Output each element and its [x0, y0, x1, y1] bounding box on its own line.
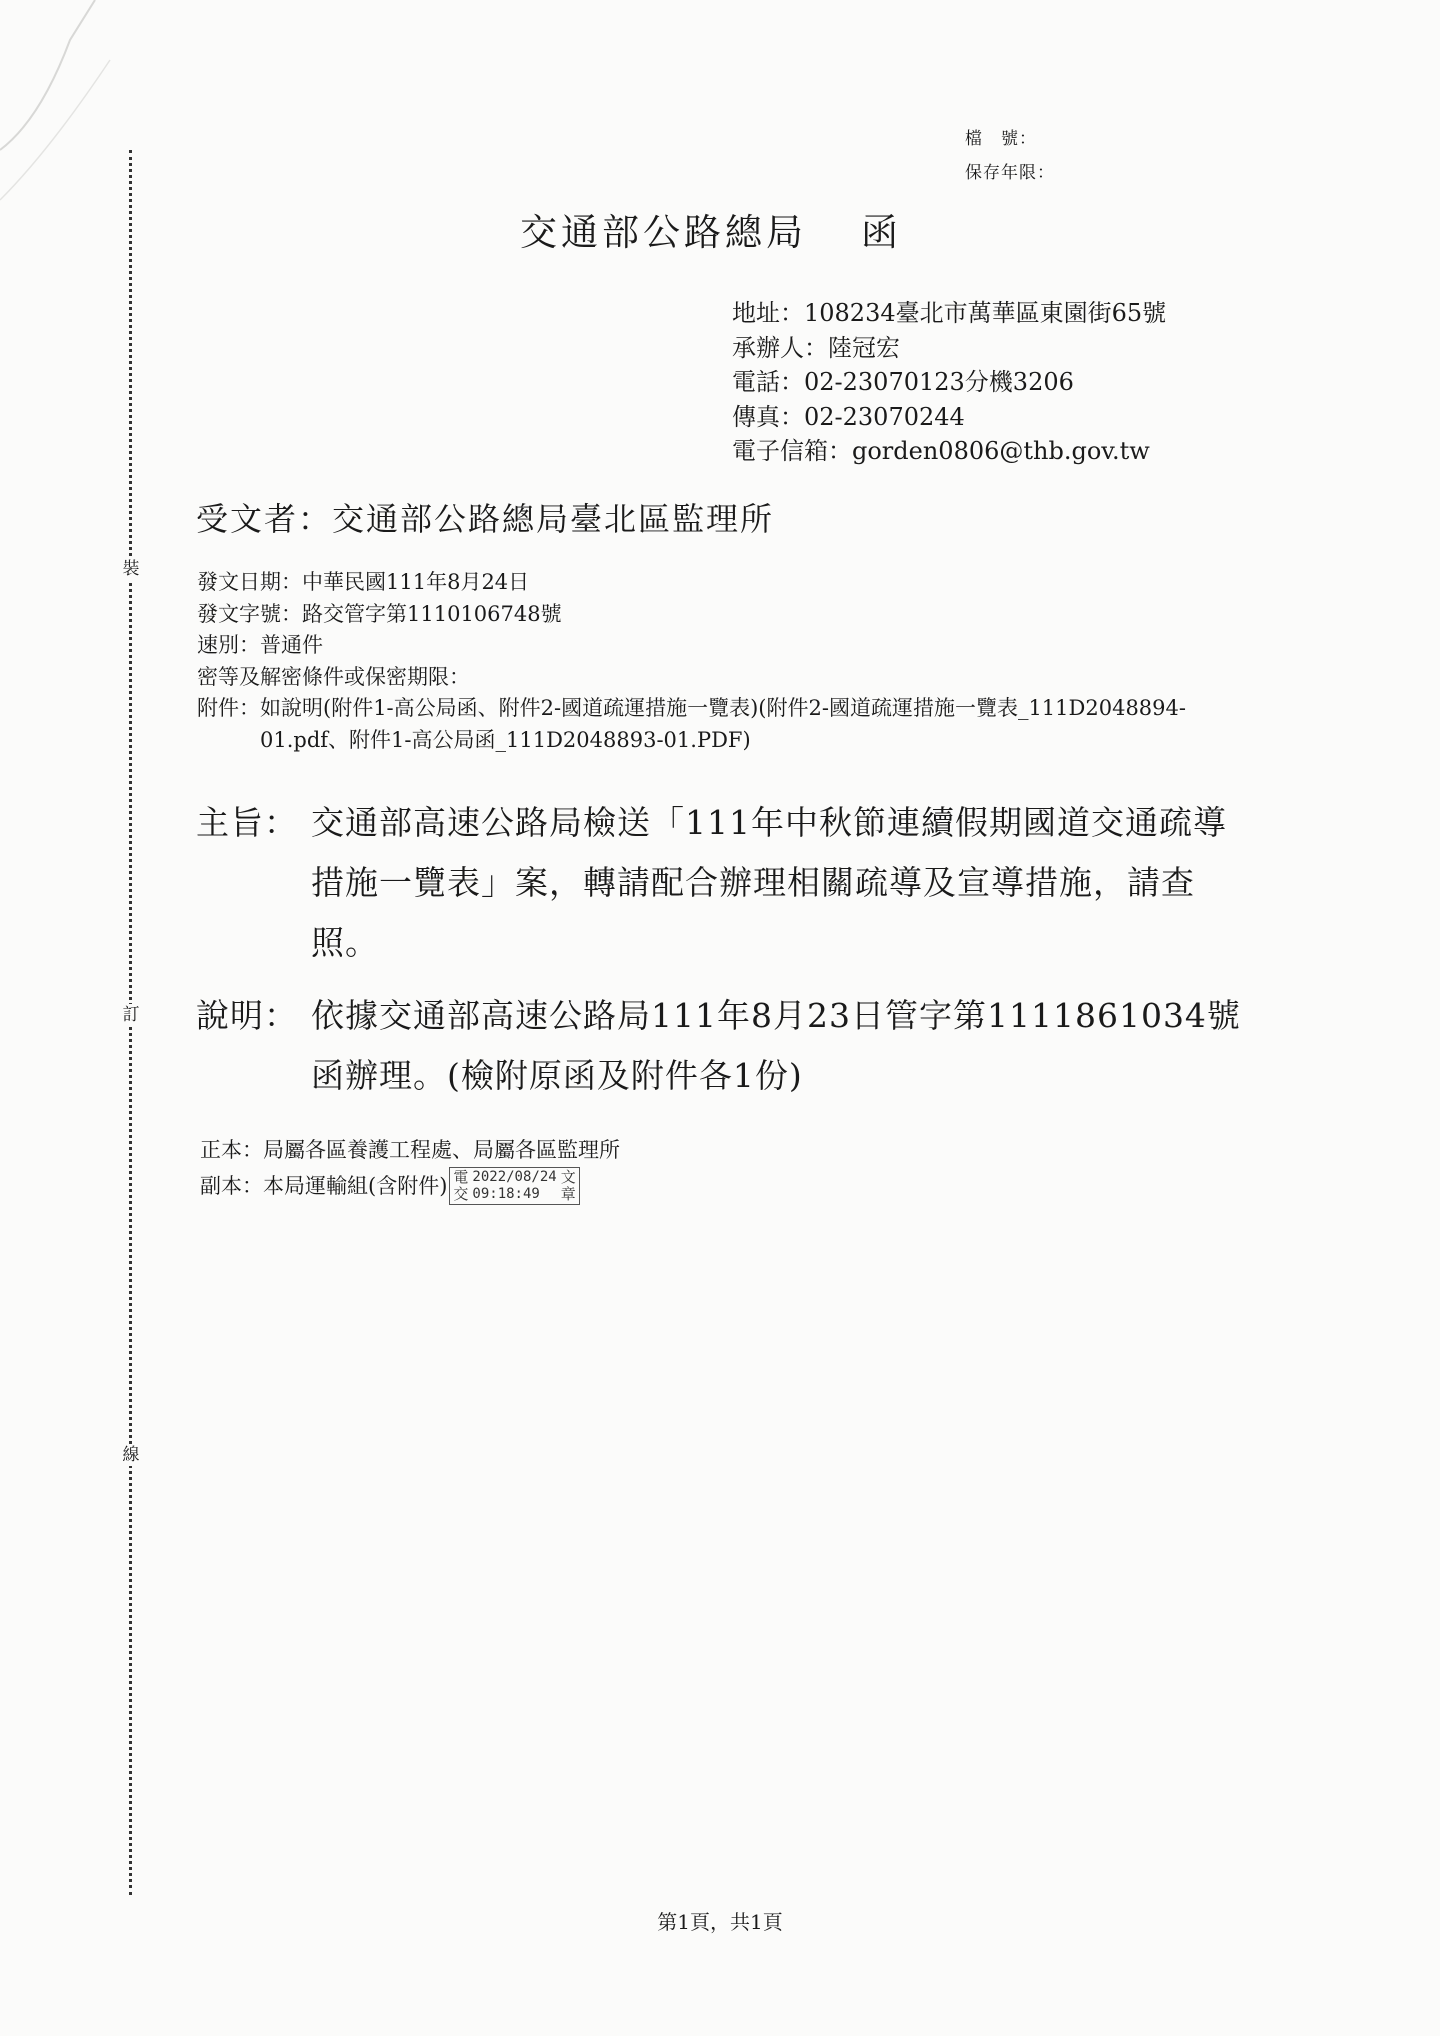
stamp-datetime [468, 1169, 560, 1203]
contact-address: 地址：108234臺北市萬華區東園街65號 [732, 299, 1167, 327]
issue-date: 發文日期：中華民國111年8月24日 [197, 570, 530, 594]
original-recipients: 正本：局屬各區養護工程處、局屬各區監理所 [200, 1138, 620, 1162]
copy-recipients: 副本：本局運輸組(含附件) [200, 1174, 448, 1198]
contact-email: 電子信箱：gorden0806@thb.gov.tw [732, 437, 1150, 465]
file-number-label: 檔 號： [965, 129, 1037, 149]
electronic-seal-stamp [449, 1167, 579, 1205]
document-number: 發文字號：路交管字第1110106748號 [197, 601, 562, 626]
distribution-block [200, 1133, 620, 1205]
delivery-speed: 速別：普通件 [197, 633, 323, 657]
contact-fax: 傳真：02-23070244 [732, 402, 965, 431]
page-number: 第1頁，共1頁 [657, 1910, 783, 1934]
attachment-value: 如說明(附件1-高公局函、附件2-國道疏運措施一覽表)(附件2-國道疏運措施一覽表_111D2048894-01.pdf、附件1-高公局函_111D2048893-01.PDF) [260, 696, 1186, 752]
attachment-label: 附件： [197, 696, 260, 720]
explanation-section [196, 986, 1256, 1106]
copy-recipients-row [200, 1167, 620, 1205]
seal-right-top: 文 [560, 1168, 576, 1186]
contact-block [732, 296, 1166, 469]
contact-phone: 電話：02-23070123分機3206 [732, 368, 1074, 396]
binding-mark-xian: 線 [120, 1444, 142, 1466]
recipient-line: 受文者：交通部公路總局臺北區監理所 [196, 500, 775, 538]
attachment-row [197, 693, 1240, 756]
secrecy-level: 密等及解密條件或保密期限： [197, 664, 470, 689]
document-meta [197, 567, 1240, 756]
explanation-text: 依據交通部高速公路局111年8月23日管字第1111861034號函辦理。(檢附原函及附件各1份) [311, 996, 1241, 1095]
seal-left-bottom: 交 [453, 1185, 469, 1203]
file-meta [965, 122, 1055, 190]
page-fold-shadow [0, 0, 200, 260]
binding-mark-zhuang: 裝 [120, 558, 142, 580]
seal-left [453, 1169, 468, 1203]
subject-label: 主旨： [196, 803, 298, 842]
seal-right-bottom: 章 [560, 1185, 576, 1203]
document-title [520, 202, 902, 256]
document-type: 函 [861, 211, 902, 254]
stamp-date: 2022/08/24 [472, 1169, 557, 1185]
seal-left-top: 電 [453, 1168, 469, 1186]
contact-handler: 承辦人：陸冠宏 [732, 333, 900, 362]
issuing-organization: 交通部公路總局 [520, 211, 807, 254]
subject-text: 交通部高速公路局檢送「111年中秋節連續假期國道交通疏導措施一覽表」案，轉請配合辦理相關疏導及宣導措施，請查照。 [311, 803, 1227, 962]
subject-section [196, 793, 1256, 973]
seal-right [561, 1169, 576, 1203]
explanation-label: 說明： [196, 996, 298, 1035]
binding-mark-ding: 訂 [120, 1004, 142, 1026]
retention-period-label: 保存年限： [965, 163, 1055, 183]
stamp-time: 09:18:49 [472, 1186, 540, 1202]
